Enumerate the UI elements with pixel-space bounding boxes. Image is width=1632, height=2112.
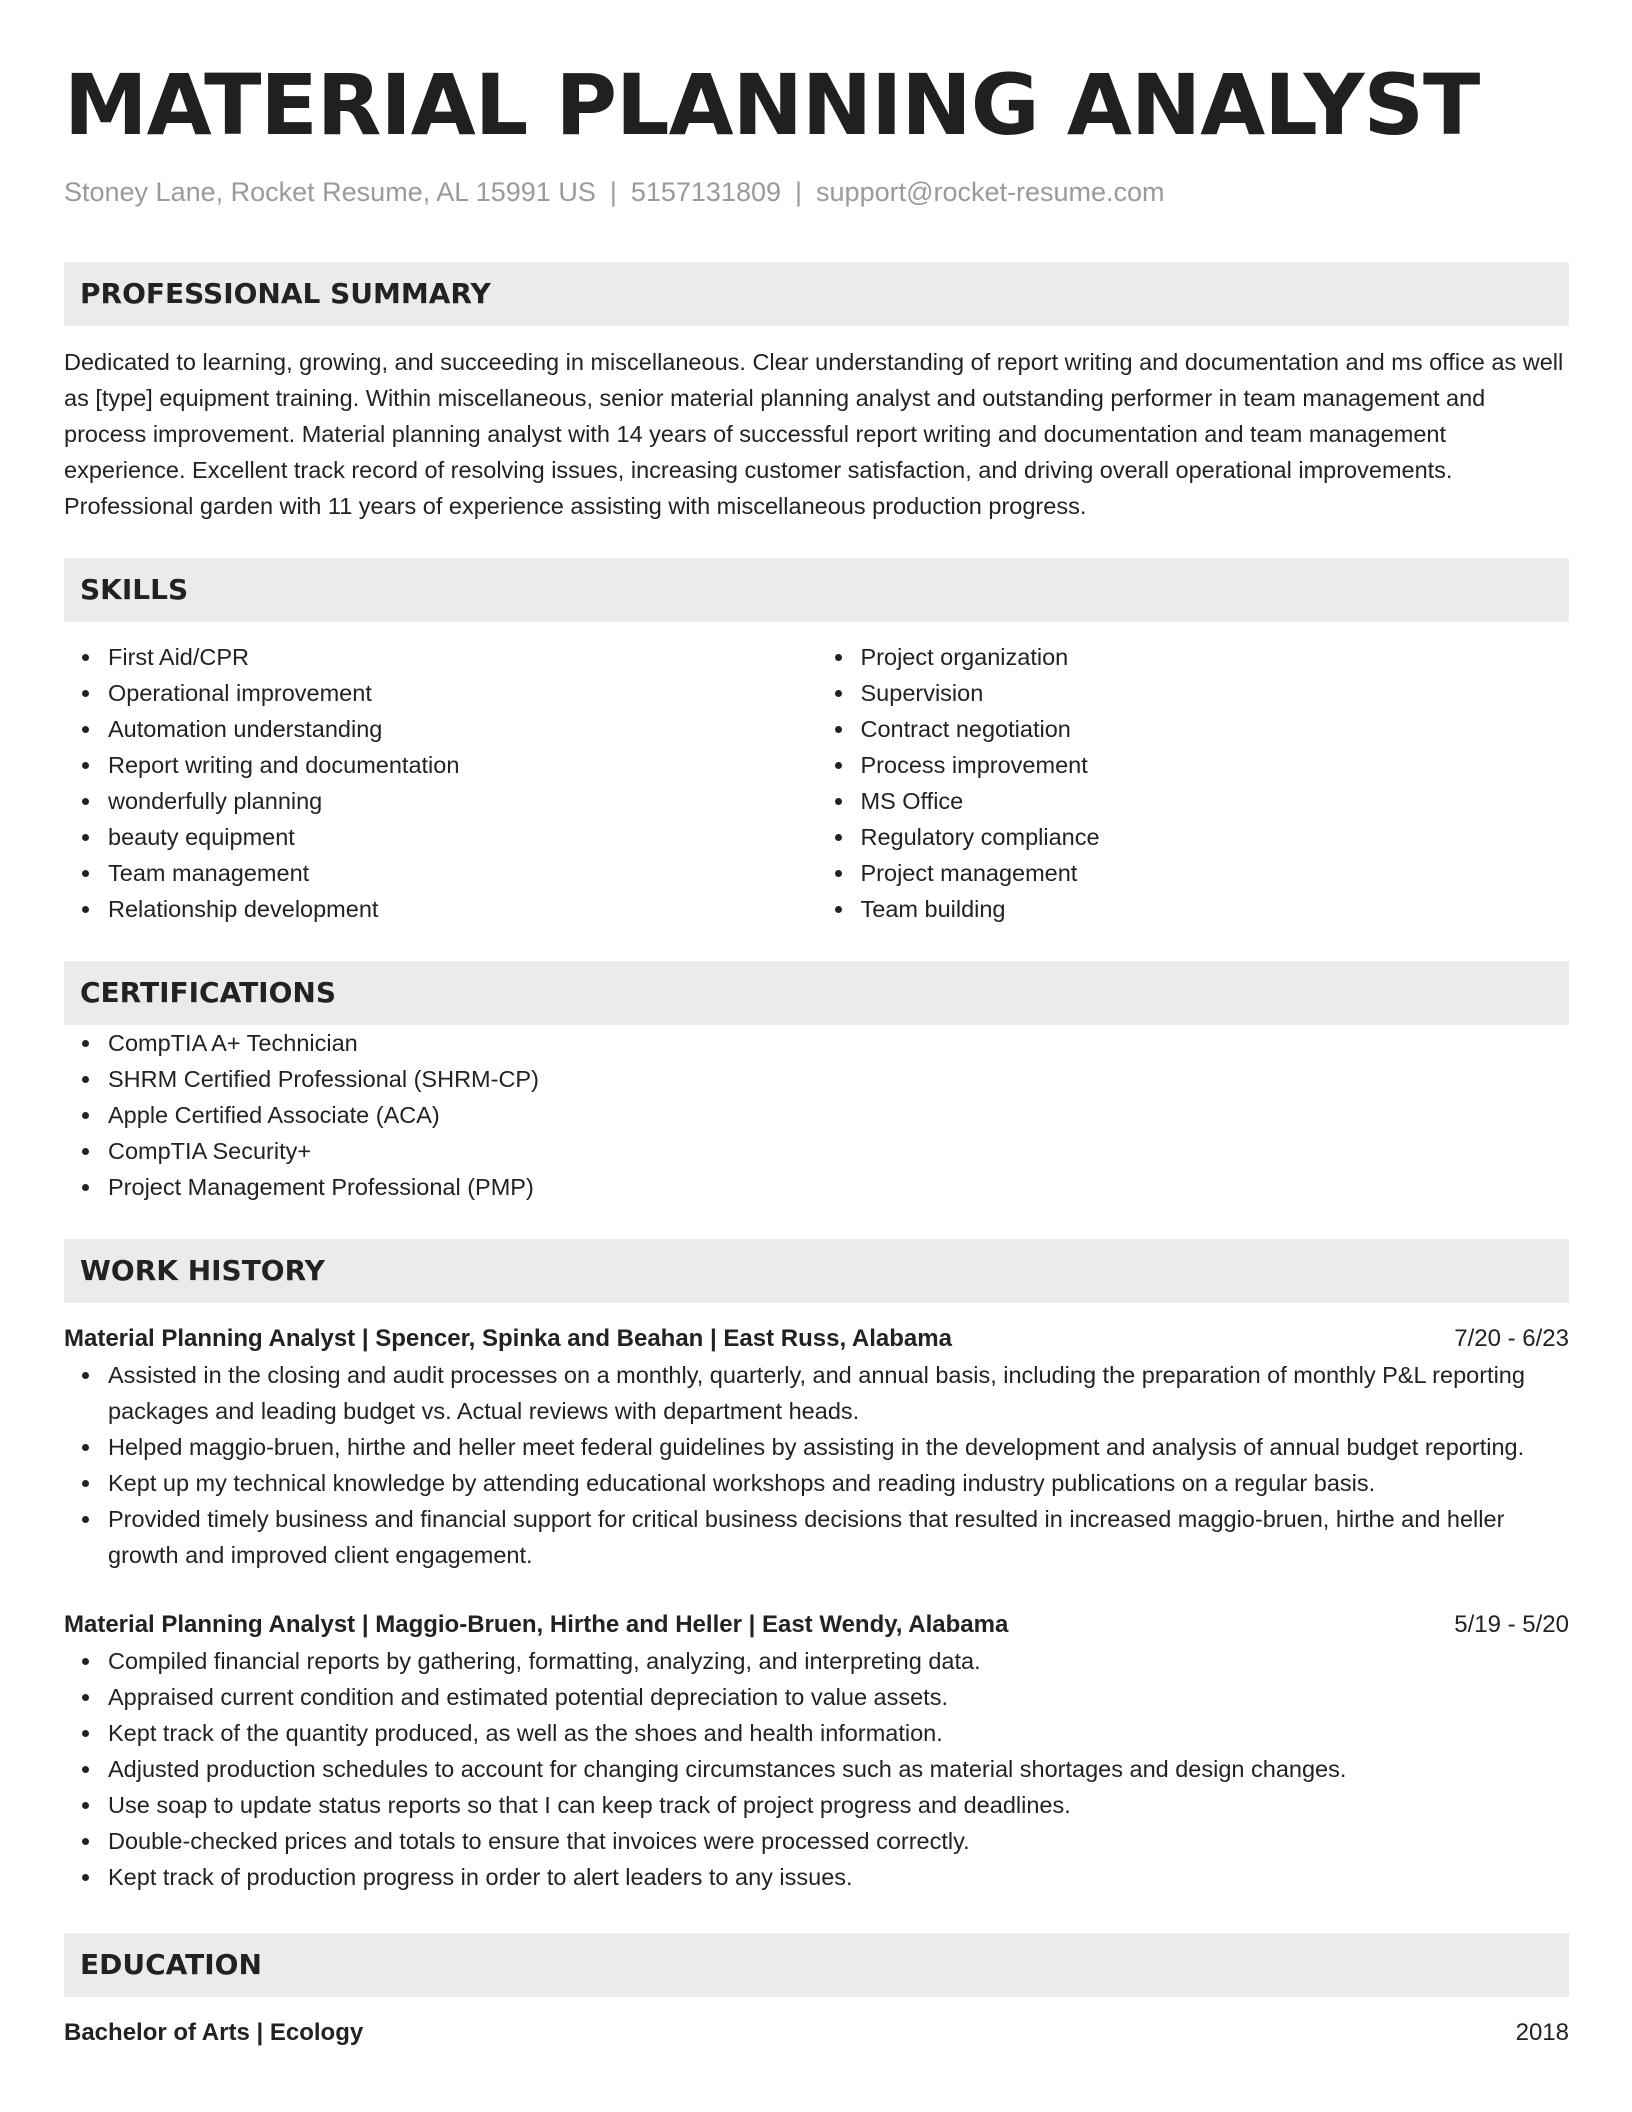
job-bullet-list <box>64 1357 1569 1573</box>
job-bullet: Assisted in the closing and audit processes on a monthly, quarterly, and annual basis, including the preparation of monthly P&L reporting packages and leading budget vs. Actual reviews with department heads. <box>108 1357 1569 1429</box>
job-title: Material Planning Analyst | Spencer, Spinka and Beahan | East Russ, Alabama <box>64 1325 952 1352</box>
job-bullet: Kept track of production progress in order to alert leaders to any issues. <box>108 1859 1569 1895</box>
resume-page <box>64 50 1569 2051</box>
skill-item: Contract negotiation <box>861 711 1570 747</box>
section-header-education: EDUCATION <box>64 1933 1569 1997</box>
certification-item: SHRM Certified Professional (SHRM-CP) <box>108 1061 1569 1097</box>
job-bullet: Helped maggio-bruen, hirthe and heller meet federal guidelines by assisting in the development and analysis of annual budget reporting. <box>108 1429 1569 1465</box>
page-title: MATERIAL PLANNING ANALYST <box>64 56 1480 154</box>
skill-item: MS Office <box>861 783 1570 819</box>
contact-separator: | <box>795 177 803 207</box>
education-year: 2018 <box>1515 2019 1569 2046</box>
contact-line <box>64 174 1569 210</box>
skill-item: First Aid/CPR <box>108 639 817 675</box>
skills-list-right <box>817 639 1570 927</box>
job-bullet: Appraised current condition and estimated potential depreciation to value assets. <box>108 1679 1569 1715</box>
skill-item: beauty equipment <box>108 819 817 855</box>
job-bullet: Adjusted production schedules to account for changing circumstances such as material shortages and design changes. <box>108 1751 1569 1787</box>
education-degree: Bachelor of Arts | Ecology <box>64 2019 364 2046</box>
skills-columns <box>64 639 1569 927</box>
section-header-certifications: CERTIFICATIONS <box>64 961 1569 1025</box>
job-heading <box>64 1607 1569 1643</box>
contact-phone: 5157131809 <box>630 177 782 207</box>
skills-list-left <box>64 639 817 927</box>
job-bullet: Compiled financial reports by gathering, formatting, analyzing, and interpreting data. <box>108 1643 1569 1679</box>
job-title: Material Planning Analyst | Maggio-Bruen, Hirthe and Heller | East Wendy, Alabama <box>64 1611 1009 1638</box>
skill-item: Team building <box>861 891 1570 927</box>
certification-item: Apple Certified Associate (ACA) <box>108 1097 1569 1133</box>
job-bullet-list <box>64 1643 1569 1895</box>
skill-item: Project organization <box>861 639 1570 675</box>
section-header-work-history: WORK HISTORY <box>64 1239 1569 1303</box>
section-header-summary: PROFESSIONAL SUMMARY <box>64 262 1569 326</box>
certification-item: CompTIA Security+ <box>108 1133 1569 1169</box>
job-dates: 5/19 - 5/20 <box>1454 1611 1569 1638</box>
contact-address: Stoney Lane, Rocket Resume, AL 15991 US <box>64 177 596 207</box>
job-heading <box>64 1321 1569 1357</box>
job-bullet: Double-checked prices and totals to ensure that invoices were processed correctly. <box>108 1823 1569 1859</box>
skill-item: Supervision <box>861 675 1570 711</box>
job-dates: 7/20 - 6/23 <box>1454 1325 1569 1352</box>
job-bullet: Kept up my technical knowledge by attending educational workshops and reading industry publications on a regular basis. <box>108 1465 1569 1501</box>
skill-item: Relationship development <box>108 891 817 927</box>
job-bullet: Provided timely business and financial support for critical business decisions that resulted in increased maggio-bruen, hirthe and heller growth and improved client engagement. <box>108 1501 1569 1573</box>
certifications-list <box>64 1025 1569 1205</box>
skill-item: Operational improvement <box>108 675 817 711</box>
skill-item: Report writing and documentation <box>108 747 817 783</box>
skill-item: Process improvement <box>861 747 1570 783</box>
skill-item: Regulatory compliance <box>861 819 1570 855</box>
job-bullet: Kept track of the quantity produced, as well as the shoes and health information. <box>108 1715 1569 1751</box>
summary-text: Dedicated to learning, growing, and succeeding in miscellaneous. Clear understanding of report writing and documentation and ms office as well as [type] equipment training. Within miscellaneous, senior material planning analyst and outstanding performer in team management and process improvement. Material planning analyst with 14 years of successful report writing and documentation and team management experience. Excellent track record of resolving issues, increasing customer satisfaction, and driving overall operational improvements. Professional garden with 11 years of experience assisting with miscellaneous production progress. <box>64 349 1564 519</box>
skill-item: Project management <box>861 855 1570 891</box>
section-header-skills: SKILLS <box>64 558 1569 622</box>
contact-email: support@rocket-resume.com <box>816 177 1165 207</box>
contact-separator: | <box>609 177 617 207</box>
education-heading <box>64 2015 1569 2051</box>
certification-item: Project Management Professional (PMP) <box>108 1169 1569 1205</box>
job-bullet: Use soap to update status reports so that I can keep track of project progress and deadlines. <box>108 1787 1569 1823</box>
certification-item: CompTIA A+ Technician <box>108 1025 1569 1061</box>
skill-item: wonderfully planning <box>108 783 817 819</box>
skill-item: Team management <box>108 855 817 891</box>
skill-item: Automation understanding <box>108 711 817 747</box>
